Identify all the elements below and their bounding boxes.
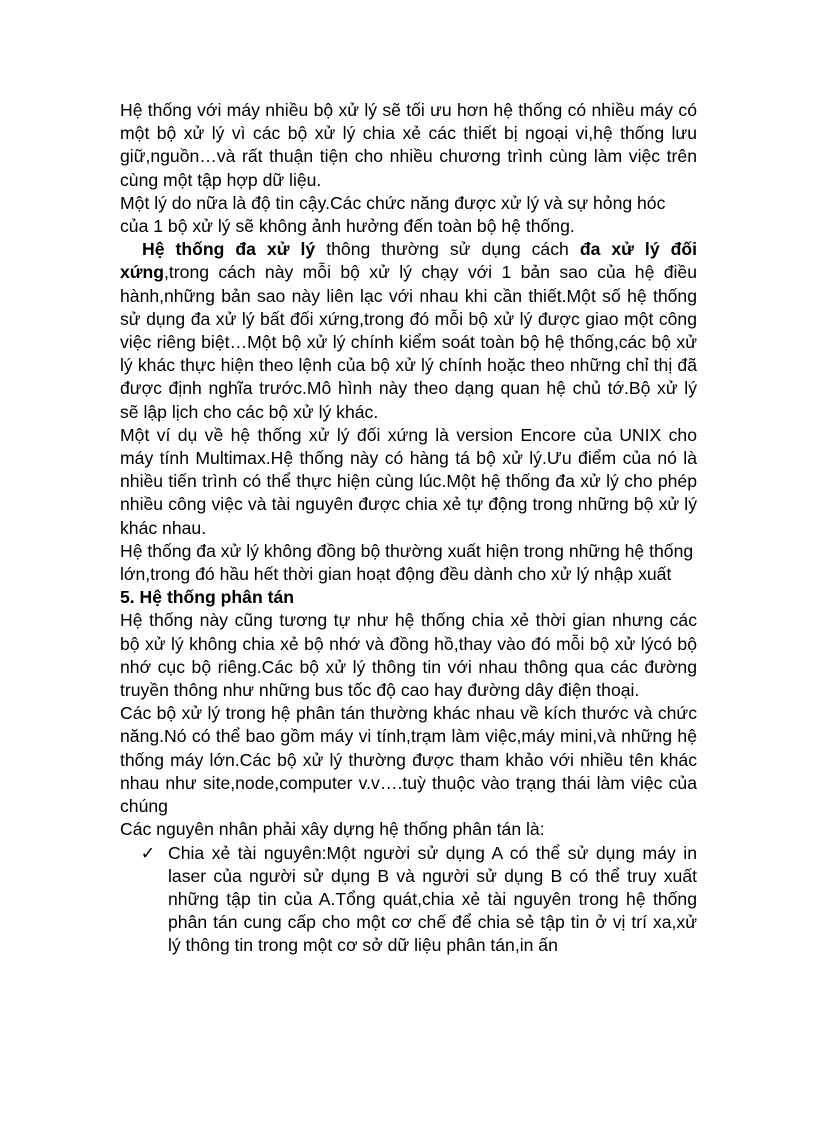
paragraph-encore-example: Một ví dụ về hệ thống xử lý đối xứng là version Encore của UNIX cho máy tính Multimax.Hệ thống này có hàng tá bộ xử lý.Ưu điểm của nó là nhiều tiến trình có thể thực hiện cùng lúc.Một hệ thống đa xử lý cho phép nhiều công việc và tài nguyên được chia xẻ tự động trong những bộ xử lý khác nhau. xyxy=(120,424,697,538)
paragraph-reasons-intro: Các nguyên nhân phải xây dựng hệ thống phân tán là: xyxy=(120,819,545,840)
bold-term-symmetric-multiprocessing: đa xử lý đối xứng xyxy=(120,239,698,283)
paragraph-multiprocessor-advantage: Hệ thống với máy nhiều bộ xử lý sẽ tối ưu hơn hệ thống có nhiều máy có một bộ xử lý vì các bộ xử lý chia xẻ các thiết bị ngoại vi,hệ thống lưu giữ,nguồn…và rất thuận tiện cho nhiều chương trình cùng làm việc trên cùng một tập hợp dữ liệu. xyxy=(120,100,697,190)
list-item xyxy=(120,842,697,958)
document-body xyxy=(120,99,697,958)
paragraph-async-multiprocessing: Hệ thống đa xử lý không đồng bộ thường xuất hiện trong những hệ thống lớn,trong đó hầu hết thời gian hoạt động đều dành cho xử lý nhập xuất xyxy=(120,540,694,585)
section-heading-distributed-systems: 5. Hệ thống phân tán xyxy=(120,587,294,608)
paragraph-reliability: Một lý do nữa là độ tin cậy.Các chức năng được xử lý và sự hỏng hóc của 1 bộ xử lý sẽ không ảnh hưởng đến toàn bộ hệ thống. xyxy=(120,192,666,237)
paragraph-distributed-intro: Hệ thống này cũng tương tự như hệ thống chia xẻ thời gian nhưng các bộ xử lý không chia xẻ bộ nhớ và đồng hồ,thay vào đó mỗi bộ xử lýcó bộ nhớ cục bộ riêng.Các bộ xử lý thông tin với nhau thông qua các đường truyền thông như những bus tốc độ cao hay đường dây điện thoại. xyxy=(120,610,697,701)
paragraph-symmetric-multiprocessing xyxy=(120,238,697,424)
bold-term-multiprocessor-system: Hệ thống đa xử lý xyxy=(142,239,316,260)
paragraph-text: thông thường sử dụng cách xyxy=(315,239,580,260)
reasons-list xyxy=(120,842,697,958)
paragraph-indent xyxy=(120,239,142,259)
paragraph-text: ,trong cách này mỗi bộ xử lý chạy với 1 bản sao của hệ điều hành,những bản sao này liên lạc với nhau khi cần thiết.Một số hệ thống sử dụng đa xử lý bất đối xứng,trong đó mỗi bộ xử lý được giao một công việc riêng biệt…Một bộ xử lý chính kiểm soát toàn bộ hệ thống,các bộ xử lý khác thực hiện theo lệnh của bộ xử lý chính hoặc theo những chỉ thị đã được định nghĩa trước.Mô hình này theo dạng quan hệ chủ tớ.Bộ xử lý sẽ lập lịch cho các bộ xử lý khác. xyxy=(120,262,697,422)
list-item-text: Chia xẻ tài nguyên:Một người sử dụng A có thể sử dụng máy in laser của người sử dụng B và người sử dụng B có thể truy xuất những tập tin của A.Tổng quát,chia xẻ tài nguyên trong hệ thống phân tán cung cấp cho một cơ chế để chia sẻ tập tin ở vị trí xa,xử lý thông tin trong một cơ sở dữ liệu phân tán,in ấn xyxy=(168,842,697,956)
paragraph-distributed-nodes: Các bộ xử lý trong hệ phân tán thường khác nhau về kích thước và chức năng.Nó có thể bao gồm máy vi tính,trạm làm việc,máy mini,và những hệ thống máy lớn.Các bộ xử lý thường được tham khảo với nhiều tên khác nhau như site,node,computer v.v….tuỳ thuộc vào trạng thái làm việc của chúng xyxy=(120,703,697,817)
check-icon: ✓ xyxy=(140,842,156,863)
